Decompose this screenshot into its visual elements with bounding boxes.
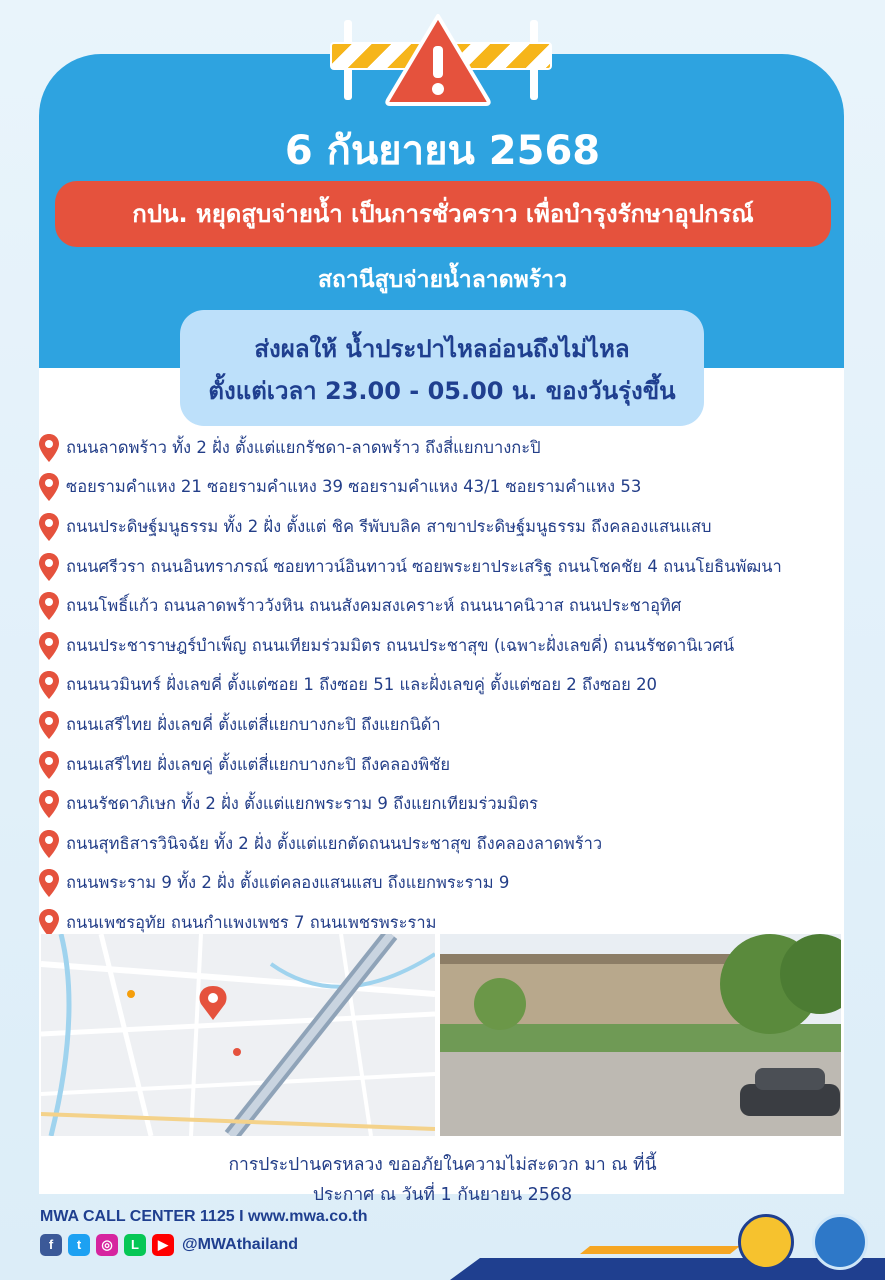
road-item (38, 468, 848, 508)
road-text: ถนนเพชรอุทัย ถนนกำแพงเพชร 7 ถนนเพชรพระราม (66, 912, 437, 932)
road-text: ถนนประชาราษฎร์บำเพ็ญ ถนนเทียมร่วมมิตร ถนนประชาสุข (เฉพาะฝั่งเลขคี่) ถนนรัชดานิเวศน์ (66, 635, 735, 655)
location-map (41, 934, 435, 1136)
road-item (38, 784, 848, 824)
location-pin-icon (38, 670, 60, 700)
call-center-text: MWA CALL CENTER 1125 I www.mwa.co.th (40, 1208, 368, 1225)
road-item (38, 745, 848, 785)
road-item (38, 864, 848, 904)
effect-line-2: ตั้งแต่เวลา 23.00 - 05.00 น. ของวันรุ่งขึ้น (208, 377, 676, 405)
station-name: สถานีสูบจ่ายน้ำลาดพร้าว (317, 267, 568, 293)
road-item (38, 666, 848, 706)
road-item (38, 705, 848, 745)
line-icon[interactable]: L (124, 1234, 146, 1256)
road-text: ถนนสุทธิสารวินิจฉัย ทั้ง 2 ฝั่ง ตั้งแต่แยกตัดถนนประชาสุข ถึงคลองลาดพร้าว (66, 833, 603, 853)
announcement-date: ประกาศ ณ วันที่ 1 กันยายน 2568 (312, 1185, 573, 1205)
facebook-icon[interactable]: f (40, 1234, 62, 1256)
social-handle[interactable]: @MWAthailand (182, 1236, 299, 1253)
apology-text: การประปานครหลวง ขออภัยในความไม่สะดวก มา ณ ที่นี้ (228, 1155, 657, 1175)
location-pin-icon (38, 829, 60, 859)
location-pin-icon (38, 868, 60, 898)
road-text: ซอยรามคำแหง 21 ซอยรามคำแหง 39 ซอยรามคำแหง 43/1 ซอยรามคำแหง 53 (66, 477, 642, 497)
date-title: 6 กันยายน 2568 (284, 128, 601, 174)
road-text: ถนนโพธิ์แก้ว ถนนลาดพร้าววังหิน ถนนสังคมสงเคราะห์ ถนนนาคนิวาส ถนนประชาอุทิศ (66, 596, 682, 616)
road-text: ถนนเสรีไทย ฝั่งเลขคู่ ตั้งแต่สี่แยกบางกะปิ ถึงคลองพิชัย (66, 754, 451, 774)
social-links (40, 1234, 298, 1256)
road-text: ถนนลาดพร้าว ทั้ง 2 ฝั่ง ตั้งแต่แยกรัชดา-ลาดพร้าว ถึงสี่แยกบางกะปิ (66, 437, 541, 457)
location-images (41, 934, 841, 1136)
warning-icon (382, 10, 494, 108)
effect-line-1: ส่งผลให้ น้ำประปาไหลอ่อนถึงไม่ไหล (254, 335, 630, 363)
road-text: ถนนรัชดาภิเษก ทั้ง 2 ฝั่ง ตั้งแต่แยกพระราม 9 ถึงแยกเทียมร่วมมิตร (66, 794, 538, 814)
location-pin-icon (38, 433, 60, 463)
youtube-icon[interactable]: ▶ (152, 1234, 174, 1256)
station-photo (440, 934, 841, 1136)
affected-roads-list (38, 428, 848, 943)
location-pin-icon (38, 591, 60, 621)
effect-box (180, 310, 704, 426)
road-text: ถนนประดิษฐ์มนูธรรม ทั้ง 2 ฝั่ง ตั้งแต่ ชิค รีพับบลิค สาขาประดิษฐ์มนูธรรม ถึงคลองแสนแสบ (66, 516, 712, 536)
road-text: ถนนศรีวรา ถนนอินทราภรณ์ ซอยทาวน์อินทาวน์ ซอยพระยาประเสริฐ ถนนโชคชัย 4 ถนนโยธินพัฒนา (66, 556, 782, 576)
mwa-logo (812, 1214, 868, 1270)
instagram-icon[interactable]: ◎ (96, 1234, 118, 1256)
road-item (38, 626, 848, 666)
road-item (38, 547, 848, 587)
location-pin-icon (38, 631, 60, 661)
location-pin-icon (38, 512, 60, 542)
location-pin-icon (38, 750, 60, 780)
twitter-icon[interactable]: t (68, 1234, 90, 1256)
royal-emblem-logo (738, 1214, 794, 1270)
headline-banner: กปน. หยุดสูบจ่ายน้ำ เป็นการชั่วคราว เพื่อบำรุงรักษาอุปกรณ์ (55, 181, 831, 247)
road-item (38, 428, 848, 468)
road-text: ถนนเสรีไทย ฝั่งเลขคี่ ตั้งแต่สี่แยกบางกะปิ ถึงแยกนิด้า (66, 714, 441, 734)
road-item (38, 507, 848, 547)
location-pin-icon (38, 552, 60, 582)
road-item (38, 586, 848, 626)
location-pin-icon (38, 710, 60, 740)
location-pin-icon (38, 472, 60, 502)
location-pin-icon (38, 789, 60, 819)
road-text: ถนนพระราม 9 ทั้ง 2 ฝั่ง ตั้งแต่คลองแสนแสบ ถึงแยกพระราม 9 (66, 873, 510, 893)
road-item (38, 824, 848, 864)
road-text: ถนนนวมินทร์ ฝั่งเลขคี่ ตั้งแต่ซอย 1 ถึงซอย 51 และฝั่งเลขคู่ ตั้งแต่ซอย 2 ถึงซอย 20 (66, 675, 658, 695)
